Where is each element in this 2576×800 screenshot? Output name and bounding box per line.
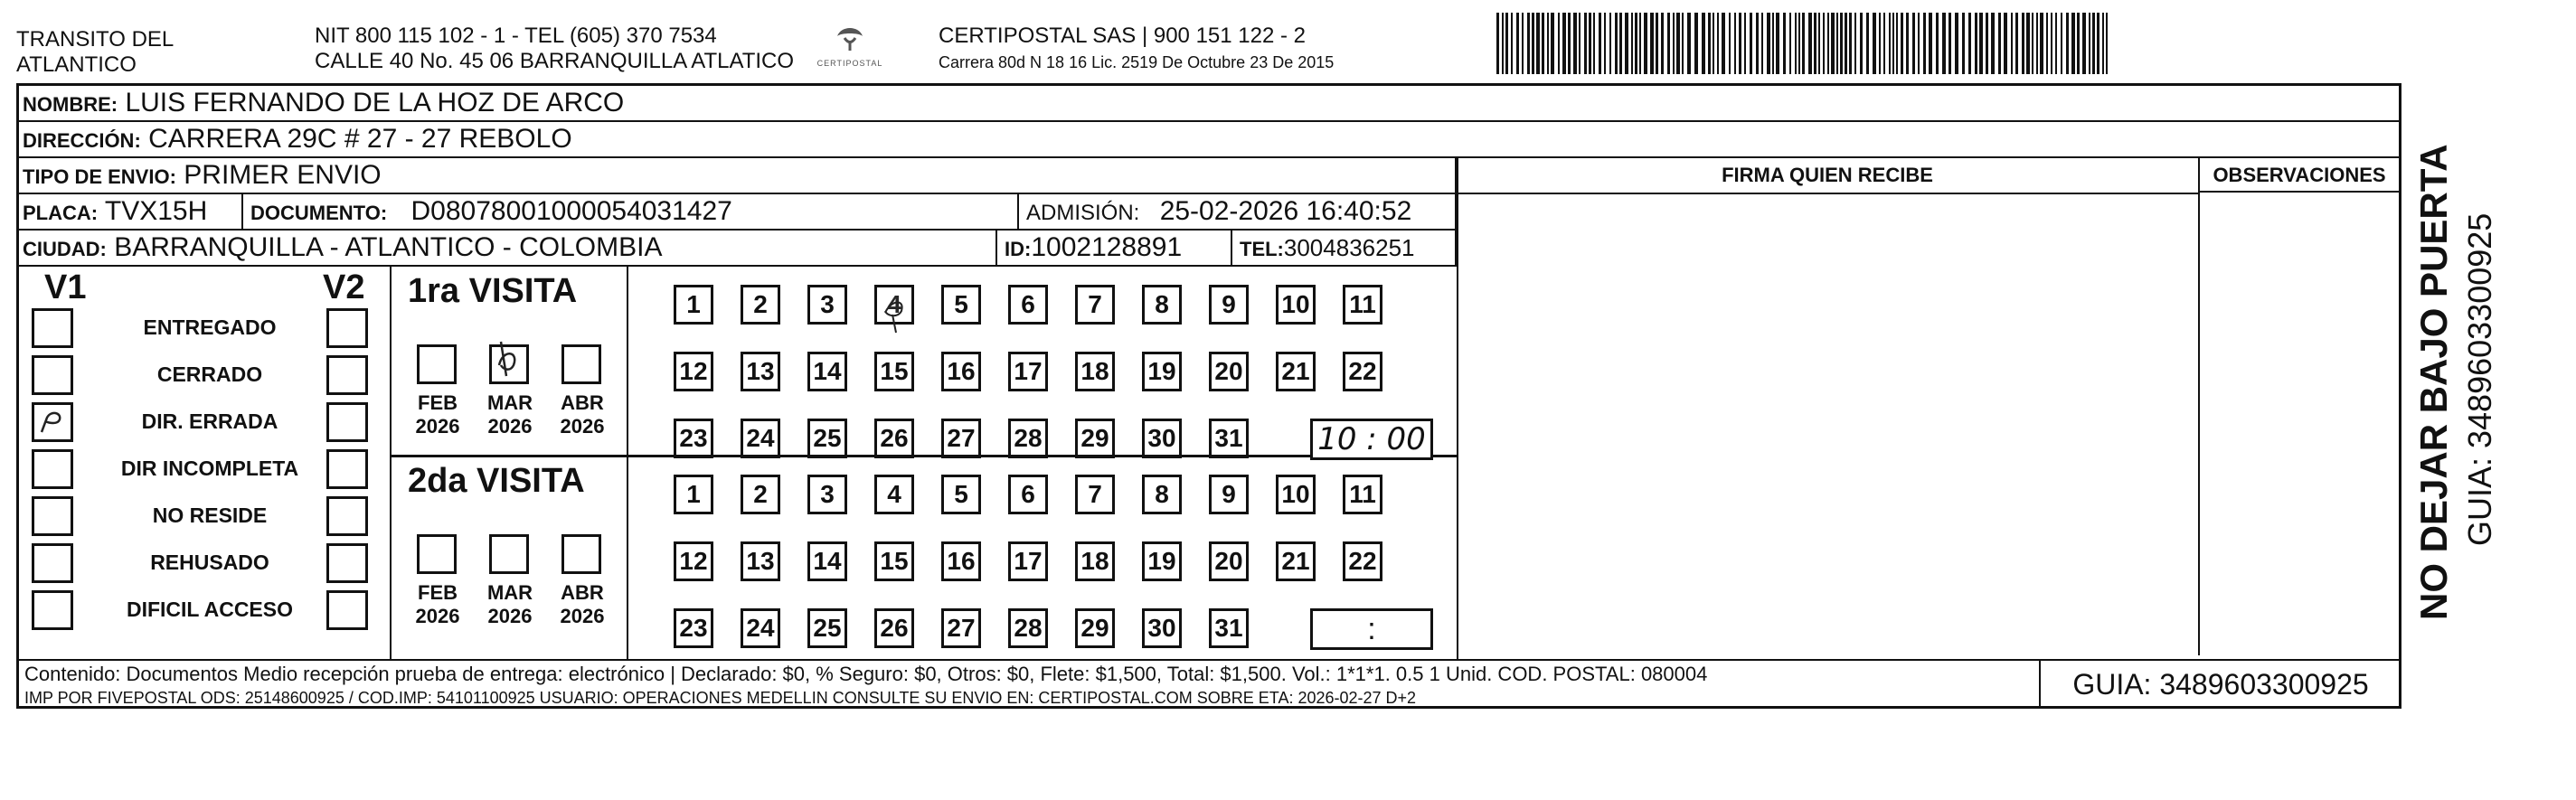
day-box[interactable]: 28 xyxy=(1008,419,1048,458)
time-value: : xyxy=(1367,611,1376,646)
barcode-bar xyxy=(1912,13,1915,74)
barcode-bar xyxy=(1547,13,1549,74)
day-box[interactable]: 3 xyxy=(807,475,847,514)
day-box[interactable]: 29 xyxy=(1075,608,1115,648)
barcode-bar xyxy=(1573,13,1577,74)
month-label xyxy=(478,581,542,628)
barcode-bar xyxy=(2092,13,2095,74)
barcode-bar xyxy=(1673,13,1675,74)
org-contact xyxy=(315,24,794,74)
month-label xyxy=(406,581,469,628)
footer-text xyxy=(24,663,2032,710)
barcode-bar xyxy=(1625,13,1628,74)
v2-checkbox[interactable] xyxy=(326,308,368,348)
v1-checkbox[interactable] xyxy=(32,402,73,442)
day-box[interactable]: 9 xyxy=(1209,285,1249,325)
day-box[interactable]: 1 xyxy=(674,475,713,514)
month-year: 2026 xyxy=(487,415,533,438)
day-box[interactable]: 20 xyxy=(1209,541,1249,581)
status-label: DIFICIL ACCESO xyxy=(126,598,293,621)
day-box[interactable]: 8 xyxy=(1142,475,1182,514)
day-box[interactable]: 17 xyxy=(1008,352,1048,391)
barcode-bar xyxy=(2082,13,2086,74)
day-box[interactable]: 2 xyxy=(741,475,780,514)
barcode-bar xyxy=(1516,13,1519,74)
day-box[interactable]: 11 xyxy=(1343,475,1382,514)
barcode-bar xyxy=(1635,13,1637,74)
barcode-bar xyxy=(1840,13,1843,74)
barcode-bar xyxy=(1722,13,1725,74)
footer-print-info: IMP POR FIVEPOSTAL ODS: 25148600925 / COD.IMP: 54101100925 USUARIO: OPERACIONES MEDELLIN CONSULTE SU ENVIO EN: CERTIPOSTAL.COM SOBRE ETA: 2026-02-27 D+2 xyxy=(24,689,1417,707)
barcode-bar xyxy=(1676,13,1680,74)
month-name: ABR xyxy=(561,581,604,604)
day-box[interactable]: 25 xyxy=(807,608,847,648)
barcode-bar xyxy=(1918,13,1920,74)
barcode-bar xyxy=(2055,13,2057,74)
v2-checkbox[interactable] xyxy=(326,543,368,583)
barcode-bar xyxy=(1717,13,1719,74)
plate: TVX15H xyxy=(104,196,208,226)
visit-separator xyxy=(390,455,1457,457)
tel-number: 3004836251 xyxy=(1283,234,1415,261)
barcode-bar xyxy=(1568,13,1571,74)
barcode-bar xyxy=(1776,13,1779,74)
status-label: CERRADO xyxy=(156,362,263,386)
barcode-bar xyxy=(1756,13,1759,74)
barcode-bar xyxy=(1511,13,1513,74)
barcode-bar xyxy=(1883,13,1885,74)
address-label: DIRECCIÓN: xyxy=(23,129,141,152)
barcode-bar xyxy=(1772,13,1774,74)
day-box[interactable]: 29 xyxy=(1075,419,1115,458)
status-label: REHUSADO xyxy=(150,551,269,574)
month-checkbox[interactable] xyxy=(489,534,529,574)
barcode-bar xyxy=(1532,13,1534,74)
v1-checkbox[interactable] xyxy=(32,496,73,536)
document-number: D08078001000054031427 xyxy=(410,196,732,226)
month-name: MAR xyxy=(486,391,533,414)
organization-name xyxy=(16,27,174,78)
day-box[interactable]: 5 xyxy=(941,285,981,325)
signature-header: FIRMA QUIEN RECIBE xyxy=(1457,158,2198,194)
barcode-bar xyxy=(1761,13,1763,74)
barcode-bar xyxy=(1750,13,1752,74)
barcode-bar xyxy=(1831,13,1835,74)
day-box[interactable]: 31 xyxy=(1209,608,1249,648)
day-box[interactable]: 30 xyxy=(1142,608,1182,648)
admission-date: 25-02-2026 16:40:52 xyxy=(1159,196,1412,226)
recipient-address: CARRERA 29C # 27 - 27 REBOLO xyxy=(148,124,572,154)
day-box[interactable]: 3 xyxy=(807,285,847,325)
city-label: CIUDAD: xyxy=(23,238,107,260)
barcode-bar xyxy=(1955,13,1958,74)
barcode-bar xyxy=(1496,13,1499,74)
barcode-bar xyxy=(2004,13,2007,74)
barcode-bar xyxy=(1942,13,1946,74)
barcode-bar xyxy=(2102,13,2104,74)
month-year: 2026 xyxy=(415,415,460,438)
barcode-bar xyxy=(1929,13,1932,74)
barcode-bar xyxy=(1949,13,1951,74)
day-box[interactable]: 18 xyxy=(1075,541,1115,581)
month-year: 2026 xyxy=(415,605,460,627)
barcode-bar xyxy=(1682,13,1684,74)
time-box[interactable] xyxy=(1310,419,1433,460)
day-box[interactable]: 8 xyxy=(1142,285,1182,325)
address-line: CALLE 40 No. 45 06 BARRANQUILLA ATLATICO xyxy=(315,49,795,73)
barcode-bar xyxy=(1650,13,1654,74)
barcode-bar xyxy=(2051,13,2052,74)
barcode-bar xyxy=(2071,13,2075,74)
barcode-bar xyxy=(1818,13,1820,74)
barcode-bar xyxy=(1527,13,1530,74)
barcode-bar xyxy=(1986,13,1988,74)
barcode-bar xyxy=(1802,13,1805,74)
barcode-bar xyxy=(1502,13,1504,74)
barcode-bar xyxy=(1619,13,1622,74)
barcode-bar xyxy=(1542,13,1544,74)
day-box[interactable]: 22 xyxy=(1343,352,1382,391)
barcode-bar xyxy=(1849,13,1852,74)
day-box[interactable]: 9 xyxy=(1209,475,1249,514)
footer-guide-number: GUIA: 3489603300925 xyxy=(2039,661,2401,708)
tel-label: TEL: xyxy=(1240,238,1284,260)
barcode-bar xyxy=(1866,13,1869,74)
day-box[interactable]: 16 xyxy=(941,541,981,581)
day-box[interactable]: 27 xyxy=(941,608,981,648)
day-box[interactable]: 6 xyxy=(1008,285,1048,325)
day-box[interactable]: 7 xyxy=(1075,285,1115,325)
license-line: Carrera 80d N 18 16 Lic. 2519 De Octubre 23 De 2015 xyxy=(939,53,1335,71)
name-label: NOMBRE: xyxy=(23,93,118,116)
barcode-bar xyxy=(1896,13,1898,74)
barcode-bar xyxy=(1783,13,1786,74)
barcode-bar xyxy=(1694,13,1698,74)
barcode-bar xyxy=(1991,13,1995,74)
month-name: MAR xyxy=(486,581,533,604)
side-warning: NO DEJAR BAJO PUERTA xyxy=(2412,144,2455,620)
barcode-bar xyxy=(2077,13,2080,74)
barcode-bar xyxy=(1923,13,1926,74)
barcode-bar xyxy=(1644,13,1647,74)
barcode-bar xyxy=(1558,13,1560,74)
day-box[interactable]: 12 xyxy=(674,352,713,391)
barcode-bar xyxy=(1854,13,1856,74)
barcode-bar xyxy=(1656,13,1658,74)
admission-label: ADMISIÓN: xyxy=(1026,201,1140,225)
company-line: CERTIPOSTAL SAS | 900 151 122 - 2 xyxy=(939,24,1306,48)
barcode-bar xyxy=(1589,13,1591,74)
barcode-bar xyxy=(1836,13,1838,74)
barcode-bar xyxy=(1936,13,1939,74)
day-box[interactable]: 19 xyxy=(1142,352,1182,391)
barcode-bar xyxy=(1615,13,1618,74)
document-label: DOCUMENTO: xyxy=(250,202,388,224)
day-box[interactable]: 31 xyxy=(1209,419,1249,458)
month-checkbox[interactable] xyxy=(561,534,601,574)
barcode-bar xyxy=(1798,13,1800,74)
name-row xyxy=(19,86,2399,122)
barcode-bar xyxy=(1906,13,1909,74)
barcode-bar xyxy=(1795,13,1797,74)
barcode xyxy=(1496,13,2111,74)
day-box[interactable]: 17 xyxy=(1008,541,1048,581)
observations-divider xyxy=(2198,158,2200,655)
day-box[interactable]: 20 xyxy=(1209,352,1249,391)
barcode-bar xyxy=(1892,13,1894,74)
v2-checkbox[interactable] xyxy=(326,590,368,630)
barcode-bar xyxy=(1860,13,1863,74)
barcode-bar xyxy=(1845,13,1847,74)
day-box[interactable]: 18 xyxy=(1075,352,1115,391)
day-box[interactable]: 1 xyxy=(674,285,713,325)
month-label xyxy=(551,391,614,438)
barcode-bar xyxy=(1536,13,1540,74)
status-label: DIR. ERRADA xyxy=(141,409,278,433)
barcode-bar xyxy=(1708,13,1711,74)
status-label: NO RESIDE xyxy=(152,504,268,527)
nit-line: NIT 800 115 102 - 1 - TEL (605) 370 7534 xyxy=(315,24,717,48)
barcode-bar xyxy=(1584,13,1587,74)
day-box[interactable]: 23 xyxy=(674,608,713,648)
day-box[interactable]: 30 xyxy=(1142,419,1182,458)
id-number: 1002128891 xyxy=(1031,232,1183,262)
org-line-2: ATLANTICO xyxy=(16,52,137,77)
barcode-bar xyxy=(1667,13,1670,74)
side-guide-number: GUIA: 3489603300925 xyxy=(2461,212,2498,546)
org-line-1: TRANSITO DEL xyxy=(16,27,175,52)
barcode-bar xyxy=(2032,13,2033,74)
handwritten-mark-icon xyxy=(490,329,524,383)
barcode-bar xyxy=(1998,13,2001,74)
month-label xyxy=(551,581,614,628)
day-box[interactable]: 15 xyxy=(874,541,914,581)
barcode-bar xyxy=(1744,13,1746,74)
barcode-bar xyxy=(1968,13,1971,74)
barcode-bar xyxy=(1739,13,1741,74)
recipient-name: LUIS FERNANDO DE LA HOZ DE ARCO xyxy=(125,88,625,118)
day-box[interactable]: 6 xyxy=(1008,475,1048,514)
plate-label: PLACA: xyxy=(23,202,99,224)
logo-icon xyxy=(832,24,868,54)
status-label: ENTREGADO xyxy=(143,315,277,339)
day-box[interactable]: 22 xyxy=(1343,541,1382,581)
day-box[interactable]: 27 xyxy=(941,419,981,458)
day-box[interactable]: 24 xyxy=(741,419,780,458)
barcode-bar xyxy=(2089,13,2090,74)
barcode-bar xyxy=(2036,13,2038,74)
barcode-bar xyxy=(1505,13,1508,74)
day-box[interactable]: 4 xyxy=(874,475,914,514)
barcode-bar xyxy=(2097,13,2099,74)
month-checkbox[interactable] xyxy=(417,534,457,574)
v2-label: V2 xyxy=(323,268,365,306)
v1-checkbox[interactable] xyxy=(32,355,73,395)
barcode-bar xyxy=(1789,13,1791,74)
time-box[interactable] xyxy=(1310,608,1433,650)
day-box[interactable]: 15 xyxy=(874,352,914,391)
day-box[interactable]: 21 xyxy=(1276,352,1316,391)
v2-checkbox[interactable] xyxy=(326,355,368,395)
certipostal-logo xyxy=(814,24,886,68)
time-value: 10 : 00 xyxy=(1317,421,1426,457)
signature-divider xyxy=(1457,158,1458,661)
logo-text: CERTIPOSTAL xyxy=(816,59,883,68)
barcode-bar xyxy=(1808,13,1812,74)
status-divider xyxy=(390,267,392,661)
barcode-bar xyxy=(2061,13,2062,74)
day-box[interactable]: 5 xyxy=(941,475,981,514)
city-row xyxy=(19,231,1457,267)
v1-checkbox[interactable] xyxy=(32,308,73,348)
barcode-bar xyxy=(1767,13,1770,74)
barcode-bar xyxy=(1889,13,1891,74)
v1-checkbox[interactable] xyxy=(32,543,73,583)
barcode-bar xyxy=(1661,13,1664,74)
day-box[interactable]: 10 xyxy=(1276,475,1316,514)
barcode-bar xyxy=(1522,13,1524,74)
handwritten-mark-icon xyxy=(874,282,914,336)
month-label xyxy=(406,391,469,438)
v1-checkbox[interactable] xyxy=(32,449,73,489)
barcode-bar xyxy=(2015,13,2018,74)
visit-title: 1ra VISITA xyxy=(408,272,578,310)
month-name: FEB xyxy=(418,581,458,604)
barcode-bar xyxy=(1593,13,1595,74)
day-box[interactable]: 26 xyxy=(874,608,914,648)
barcode-bar xyxy=(2026,13,2030,74)
id-label: ID: xyxy=(1005,238,1032,260)
day-box[interactable]: 13 xyxy=(741,541,780,581)
v2-checkbox[interactable] xyxy=(326,402,368,442)
barcode-bar xyxy=(1827,13,1829,74)
barcode-bar xyxy=(1551,13,1554,74)
status-label: DIR INCOMPLETA xyxy=(120,456,299,480)
visit-divider xyxy=(627,267,628,661)
v1-label: V1 xyxy=(44,268,87,306)
v1-checkbox[interactable] xyxy=(32,590,73,630)
delivery-form xyxy=(16,83,2401,709)
day-box[interactable]: 26 xyxy=(874,419,914,458)
month-checkbox[interactable] xyxy=(561,344,601,384)
barcode-bar xyxy=(1734,13,1736,74)
barcode-bar xyxy=(1562,13,1566,74)
day-box[interactable]: 19 xyxy=(1142,541,1182,581)
barcode-bar xyxy=(1609,13,1611,74)
day-number: 4 xyxy=(887,290,901,318)
month-checkbox[interactable] xyxy=(489,344,529,384)
day-box[interactable]: 11 xyxy=(1343,285,1382,325)
send-type-row xyxy=(19,158,1457,194)
month-label xyxy=(478,391,542,438)
day-box[interactable]: 28 xyxy=(1008,608,1048,648)
barcode-bar xyxy=(1687,13,1691,74)
footer-contents: Contenido: Documentos Medio recepción prueba de entrega: electrónico | Declarado: $0, % Seguro: $0, Otros: $0, Flete: $1,500, Total: $1,500. Vol.: 1*1*1. 0.5 1 Unid. COD. POSTAL: 080004 xyxy=(24,663,1708,685)
barcode-bar xyxy=(1879,13,1881,74)
month-name: ABR xyxy=(561,391,604,414)
month-year: 2026 xyxy=(487,605,533,627)
day-box[interactable]: 14 xyxy=(807,541,847,581)
barcode-bar xyxy=(2011,13,2013,74)
barcode-bar xyxy=(1823,13,1825,74)
month-name: FEB xyxy=(418,391,458,414)
barcode-bar xyxy=(1729,13,1731,74)
month-year: 2026 xyxy=(560,415,605,438)
day-box[interactable] xyxy=(874,285,914,325)
day-box[interactable]: 24 xyxy=(741,608,780,648)
barcode-bar xyxy=(2040,13,2043,74)
barcode-bar xyxy=(1814,13,1816,74)
address-row xyxy=(19,122,2399,158)
barcode-bar xyxy=(1962,13,1965,74)
barcode-bar xyxy=(1604,13,1606,74)
day-box[interactable]: 14 xyxy=(807,352,847,391)
day-box[interactable]: 10 xyxy=(1276,285,1316,325)
barcode-bar xyxy=(1713,13,1714,74)
send-type-label: TIPO DE ENVIO: xyxy=(23,165,176,188)
barcode-bar xyxy=(1702,13,1705,74)
observations-header: OBSERVACIONES xyxy=(2198,158,2399,193)
barcode-bar xyxy=(2046,13,2048,74)
day-box[interactable]: 7 xyxy=(1075,475,1115,514)
barcode-bar xyxy=(2022,13,2024,74)
day-box[interactable]: 23 xyxy=(674,419,713,458)
day-box[interactable]: 13 xyxy=(741,352,780,391)
barcode-bar xyxy=(1901,13,1903,74)
barcode-bar xyxy=(2066,13,2069,74)
month-year: 2026 xyxy=(560,605,605,627)
barcode-bar xyxy=(1975,13,1977,74)
v2-checkbox[interactable] xyxy=(326,449,368,489)
month-checkbox[interactable] xyxy=(417,344,457,384)
day-box[interactable]: 2 xyxy=(741,285,780,325)
day-box[interactable]: 16 xyxy=(941,352,981,391)
barcode-bar xyxy=(1979,13,1983,74)
barcode-bar xyxy=(1579,13,1581,74)
city: BARRANQUILLA - ATLANTICO - COLOMBIA xyxy=(114,232,663,262)
send-type: PRIMER ENVIO xyxy=(184,160,382,190)
day-box[interactable]: 25 xyxy=(807,419,847,458)
barcode-bar xyxy=(1631,13,1633,74)
v2-checkbox[interactable] xyxy=(326,496,368,536)
handwritten-mark-icon xyxy=(34,405,71,439)
day-box[interactable]: 12 xyxy=(674,541,713,581)
plate-row xyxy=(19,194,1457,231)
day-box[interactable]: 21 xyxy=(1276,541,1316,581)
barcode-bar xyxy=(1873,13,1876,74)
barcode-bar xyxy=(2106,13,2108,74)
barcode-bar xyxy=(1599,13,1601,74)
visit-title: 2da VISITA xyxy=(408,462,585,500)
barcode-bar xyxy=(1639,13,1641,74)
